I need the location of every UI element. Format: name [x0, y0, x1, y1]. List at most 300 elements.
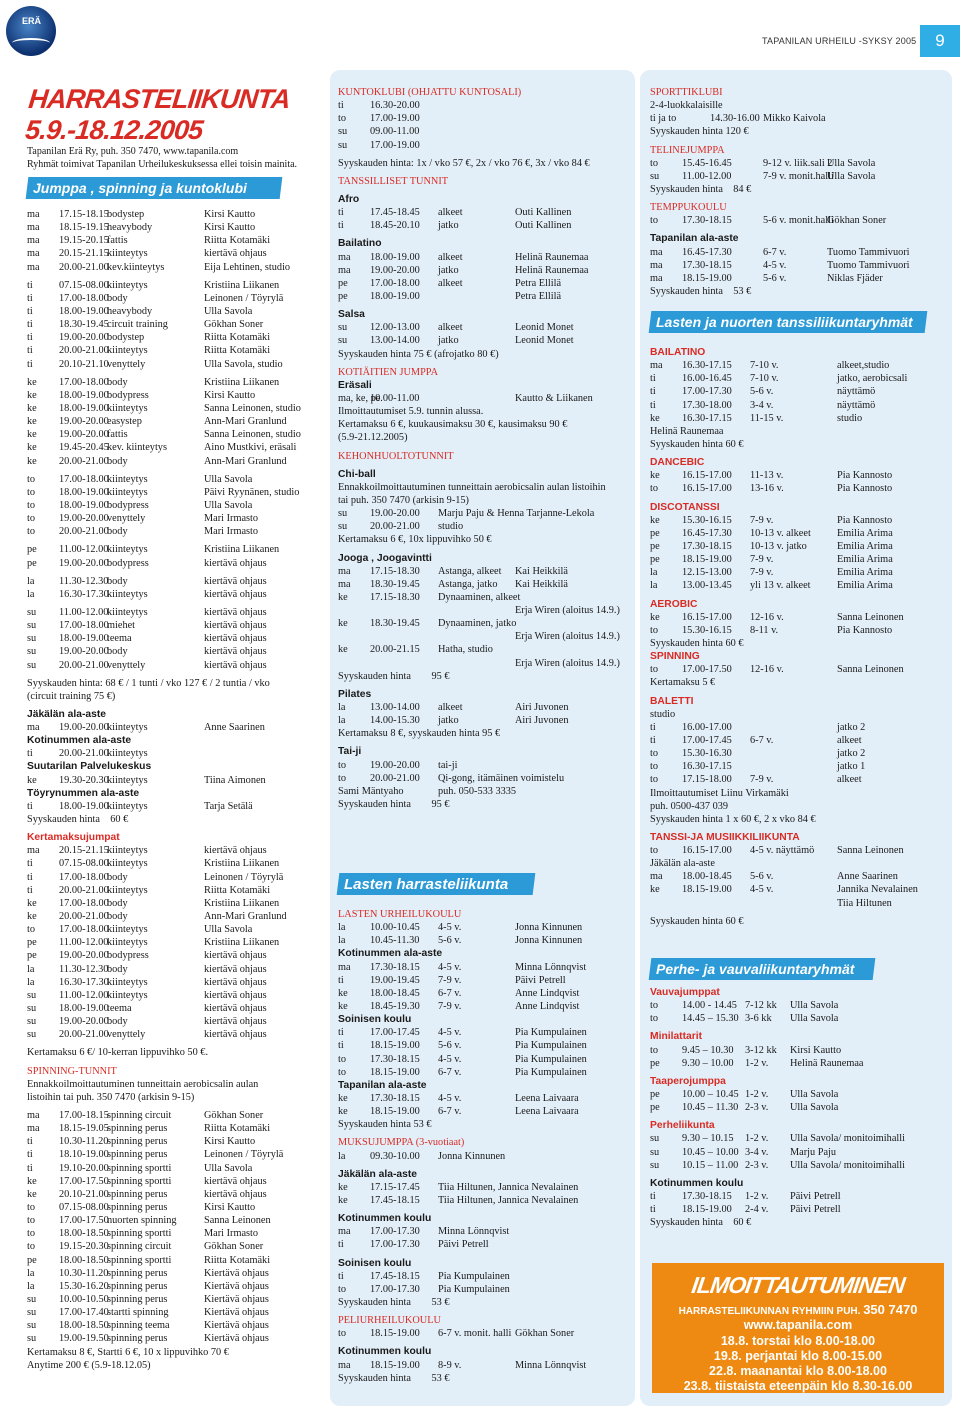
schedule-row	[27, 389, 327, 402]
schedule-instructor: Kiertävä ohjaus	[204, 1267, 269, 1279]
schedule-time: 19.00-20.00	[59, 950, 109, 962]
schedule-row	[650, 112, 945, 125]
schedule-day: pe	[650, 527, 660, 539]
schedule-activity: 7-9 v.	[438, 974, 462, 986]
schedule-row	[27, 402, 327, 415]
schedule-day: to	[338, 772, 347, 784]
schedule-day: ti	[338, 1239, 344, 1251]
section-title: KEHONHUOLTOTUNNIT	[338, 450, 454, 462]
info-text: Syyskauden hinta 1 x 60 €, 2 x vko 84 €	[650, 813, 816, 825]
info-text: puh. 0500-437 039	[650, 800, 729, 812]
schedule-instructor: Helinä Raunemaa	[790, 1057, 864, 1069]
schedule-time: 20.00-21.00	[59, 911, 109, 923]
schedule-day: ti	[27, 358, 33, 370]
schedule-time: 17.00-17.30	[370, 1226, 420, 1238]
schedule-instructor: Kiertävä ohjaus	[204, 1307, 269, 1319]
schedule-day: ma	[338, 1359, 351, 1371]
schedule-day: pe	[650, 1088, 660, 1100]
section-heading: Kotinummen ala-aste	[27, 735, 132, 747]
schedule-day: ke	[27, 376, 37, 388]
schedule-instructor: Ulla Savola	[204, 305, 253, 317]
schedule-time: 19.00-20.00	[59, 416, 109, 428]
schedule-instructor: kiertävä ohjaus	[204, 1175, 267, 1187]
schedule-instructor: Ulla Savola/ monitoimihalli	[790, 1133, 905, 1145]
schedule-time: 16.15-17.00	[682, 483, 732, 495]
schedule-row	[650, 540, 945, 553]
schedule-day: to	[338, 1328, 347, 1340]
schedule-day: to	[27, 486, 36, 498]
schedule-row	[338, 630, 633, 643]
section-heading: Tapanilan ala-aste	[650, 233, 739, 245]
schedule-activity: jatko	[438, 715, 459, 727]
section-heading: Suutarilan Palvelukeskus	[27, 761, 152, 773]
schedule-instructor: Ann-Mari Granlund	[204, 455, 287, 467]
schedule-time: 17.00-18.00	[59, 897, 109, 909]
schedule-activity: kiinteytys	[107, 924, 148, 936]
schedule-row	[27, 1148, 327, 1161]
schedule-time: 20.15-21.15	[59, 248, 109, 260]
schedule-row	[650, 1203, 945, 1216]
schedule-activity: 4-5 v. näyttämö	[750, 845, 815, 857]
schedule-activity: studio	[438, 521, 464, 533]
schedule-instructor: Ulla Savola	[827, 170, 876, 182]
schedule-time: 13.00-14.00	[370, 702, 420, 714]
schedule-day: ma	[650, 272, 663, 284]
schedule-activity: bodypress	[107, 389, 149, 401]
schedule-time: 18.00-18.45	[370, 987, 420, 999]
schedule-activity: 7-9 v.	[750, 774, 774, 786]
schedule-row	[338, 139, 633, 152]
schedule-row	[650, 359, 945, 372]
schedule-row	[650, 579, 945, 592]
schedule-time: 18.00-19.00	[59, 486, 109, 498]
schedule-row	[27, 976, 327, 989]
schedule-day: ti	[27, 1162, 33, 1174]
schedule-row	[338, 507, 633, 520]
schedule-instructor: Jannika Nevalainen	[837, 884, 918, 896]
schedule-row	[650, 214, 945, 227]
schedule-row	[650, 747, 945, 760]
schedule-day: ke	[27, 911, 37, 923]
section-title: SPORTTIKLUBI	[650, 87, 723, 98]
schedule-activity: 7-9 v.	[750, 514, 774, 526]
schedule-row	[27, 428, 327, 441]
schedule-instructor: Riitta Kotamäki	[204, 1254, 271, 1266]
section-heading: Kertamaksujumpat	[27, 832, 120, 844]
schedule-instructor: Päivi Petrell	[515, 974, 566, 986]
schedule-activity: kiinteytys	[107, 937, 148, 949]
schedule-row	[27, 473, 327, 486]
schedule-row	[27, 910, 327, 923]
schedule-day: ti	[27, 279, 33, 291]
schedule-day: su	[650, 1146, 660, 1158]
schedule-time: 18.15-19.00	[682, 554, 732, 566]
schedule-instructor: Anne Lindqvist	[515, 1000, 580, 1012]
schedule-activity: kiinteytys	[107, 884, 148, 896]
schedule-time: 17.00-17.45	[370, 1027, 420, 1039]
schedule-time: 10.00-11.00	[370, 392, 420, 404]
schedule-row	[338, 604, 633, 617]
schedule-day: ti ja to	[650, 113, 677, 125]
schedule-time: 18.00-19.00	[59, 499, 109, 511]
schedule-time: 17.00-17.50	[682, 664, 732, 676]
schedule-instructor: Tuomo Tammivuori	[827, 259, 910, 271]
schedule-row	[338, 772, 633, 785]
schedule-day: su	[27, 1307, 37, 1319]
schedule-activity: 7-9 v.	[438, 1000, 462, 1012]
schedule-time: 19.00-19.45	[370, 974, 420, 986]
schedule-row	[338, 392, 633, 405]
schedule-day: ke	[650, 514, 660, 526]
schedule-activity: heavybody	[107, 222, 153, 234]
schedule-row	[338, 1181, 633, 1194]
schedule-time: 17.00-17.30	[370, 1283, 420, 1295]
schedule-time: 10.45 – 10.00	[682, 1146, 739, 1158]
info-text: Syyskauden hinta: 68 € / 1 tunti / vko 127 € / 2 tuntia / vko	[27, 677, 270, 689]
schedule-time: 20.00-21.00	[370, 521, 420, 533]
schedule-time: 9.30 – 10.00	[682, 1057, 734, 1069]
schedule-row	[27, 588, 327, 601]
schedule-activity: 5-6 v.	[750, 871, 774, 883]
schedule-day: pe	[650, 554, 660, 566]
schedule-activity: Marju Paju & Henna Tarjanne-Lekola	[438, 508, 595, 520]
section-heading: Eräsali	[338, 379, 372, 391]
schedule-row	[27, 1002, 327, 1015]
schedule-day: ma, ke, pe	[338, 392, 381, 404]
schedule-day: ti	[27, 305, 33, 317]
schedule-activity: Astanga, alkeet	[438, 565, 502, 577]
schedule-day: su	[27, 606, 37, 618]
schedule-time: 19.00-20.00	[59, 646, 109, 658]
schedule-activity: kiinteytys	[107, 748, 148, 760]
schedule-instructor: Niklas Fjäder	[827, 272, 883, 284]
schedule-day: la	[27, 976, 35, 988]
schedule-instructor: Kirsi Kautto	[204, 222, 256, 234]
schedule-day: pe	[338, 290, 348, 302]
schedule-row	[27, 247, 327, 260]
schedule-activity: spinning perus	[107, 1123, 168, 1135]
schedule-activity: 7-10 v.	[750, 360, 779, 372]
schedule-instructor: Erja Wiren (aloitus 14.9.)	[515, 657, 620, 669]
schedule-instructor: Pia Kumpulainen	[515, 1040, 587, 1052]
schedule-activity: Minna Lönnqvist	[438, 1226, 510, 1238]
schedule-day: ti	[27, 748, 33, 760]
schedule-time: 20.00-21.00	[59, 659, 109, 671]
schedule-activity: jatko	[438, 264, 459, 276]
schedule-activity: 12-16 v.	[750, 664, 784, 676]
schedule-activity: 2-4 v.	[745, 1204, 769, 1216]
schedule-day: la	[27, 1280, 35, 1292]
schedule-day: ti	[27, 858, 33, 870]
schedule-row	[27, 721, 327, 734]
schedule-row	[27, 1267, 327, 1280]
schedule-day: pe	[650, 1102, 660, 1114]
schedule-row	[338, 1039, 633, 1052]
schedule-activity: 4-5 v.	[438, 922, 462, 934]
schedule-row	[650, 1088, 945, 1101]
schedule-activity: 3-4 v.	[745, 1146, 769, 1158]
schedule-row	[338, 1066, 633, 1079]
schedule-time: 16.30-20.00	[370, 100, 420, 112]
schedule-time: 19.00-20.00	[370, 264, 420, 276]
schedule-day: su	[27, 620, 37, 632]
section-heading: Töyrynummen ala-aste	[27, 787, 140, 799]
info-text: tai puh. 350 7470 (arkisin 9-15)	[338, 494, 469, 506]
section-heading: Bailatino	[338, 238, 382, 250]
schedule-activity: venyttely	[107, 513, 146, 525]
schedule-instructor: näyttämö	[837, 399, 876, 411]
info-text: Kertamaksu 6 €/ 10-kerran lippuvihko 50 €.	[27, 1047, 209, 1059]
running-title: TAPANILAN URHEILU -SYKSY 2005	[762, 36, 917, 46]
schedule-day: la	[27, 588, 35, 600]
schedule-instructor: Emilia Arima	[837, 580, 893, 592]
schedule-activity: kiinteytys	[107, 473, 148, 485]
schedule-day: ti	[27, 800, 33, 812]
schedule-day: la	[650, 567, 658, 579]
schedule-time: 18.15-19.00	[370, 1040, 420, 1052]
schedule-instructor: Kristiina Liikanen	[204, 544, 280, 556]
schedule-row	[27, 989, 327, 1002]
schedule-instructor: Leinonen / Töyrylä	[204, 871, 284, 883]
schedule-instructor: Gökhan Soner	[204, 1110, 264, 1121]
schedule-day: to	[338, 113, 347, 125]
schedule-time: 10.45-11.30	[370, 935, 420, 947]
schedule-day: to	[650, 215, 659, 227]
schedule-row	[27, 318, 327, 331]
schedule-day: ke	[338, 987, 348, 999]
schedule-activity: 6-7 v.	[763, 246, 787, 258]
schedule-day: pe	[338, 277, 348, 289]
schedule-activity: 8-9 v.	[438, 1359, 462, 1371]
schedule-activity: spinning circuit	[107, 1110, 172, 1121]
schedule-activity: 6-7 v.	[750, 734, 774, 746]
schedule-activity: Dynaaminen, jatko	[438, 618, 517, 630]
schedule-activity: kev.kiinteytys	[107, 261, 165, 273]
schedule-instructor: Ulla Savola	[790, 1000, 839, 1012]
schedule-day: pe	[27, 1254, 37, 1266]
schedule-activity: 2-3 v.	[745, 1159, 769, 1171]
schedule-time: 15.30-16.30	[682, 748, 732, 760]
schedule-time: 16.15-17.00	[682, 611, 732, 623]
schedule-instructor: kiertävä ohjaus	[204, 575, 267, 587]
schedule-day: ma	[650, 246, 663, 258]
section-title: MUKSUJUMPPA (3-vuotiaat)	[338, 1137, 465, 1149]
schedule-row	[650, 514, 945, 527]
schedule-time: 18.00-18.45	[682, 871, 732, 883]
schedule-day: ma	[27, 1110, 40, 1121]
schedule-row	[650, 553, 945, 566]
schedule-activity: body	[107, 526, 128, 538]
schedule-time: 18.15-19.00	[370, 1106, 420, 1118]
schedule-day: ke	[338, 644, 348, 656]
schedule-activity: spinning perus	[107, 1333, 168, 1345]
schedule-time: 19.30-20.30	[59, 774, 109, 786]
schedule-activity: 2-3 v.	[745, 1102, 769, 1114]
schedule-time: 20.15-21.15	[59, 845, 109, 857]
schedule-day: pe	[27, 937, 37, 949]
schedule-instructor: Mari Irmasto	[204, 1228, 259, 1240]
schedule-day: ti	[27, 884, 33, 896]
schedule-day: ma	[338, 565, 351, 577]
schedule-time: 17.30-18.15	[370, 961, 420, 973]
schedule-activity: body	[107, 871, 128, 883]
schedule-row	[338, 1000, 633, 1013]
schedule-row	[338, 578, 633, 591]
schedule-activity: body	[107, 455, 128, 467]
schedule-row	[650, 412, 945, 425]
schedule-activity: heavybody	[107, 305, 153, 317]
schedule-instructor: Kristiina Liikanen	[204, 937, 280, 949]
schedule-activity: body	[107, 646, 128, 658]
schedule-instructor: jatko, aerobicsali	[837, 373, 908, 385]
schedule-row	[650, 372, 945, 385]
schedule-time: 17.15-18.00	[682, 774, 732, 786]
schedule-day: to	[27, 513, 36, 525]
schedule-activity: 10-13 v. jatko	[750, 540, 807, 552]
schedule-instructor: Sanna Leinonen, studio	[204, 429, 301, 441]
schedule-instructor: Ulla Savola	[204, 473, 253, 485]
schedule-row	[338, 1270, 633, 1283]
schedule-activity: alkeet	[438, 702, 463, 714]
schedule-instructor: studio	[837, 412, 863, 424]
info-text: Syyskauden hinta 60 €	[650, 438, 744, 450]
schedule-instructor: Sanna Leinonen, studio	[204, 402, 301, 414]
schedule-day: ti	[27, 345, 33, 357]
schedule-time: 10.00 – 10.45	[682, 1088, 739, 1100]
schedule-time: 20.00-21.00	[59, 261, 109, 273]
schedule-instructor: Helinä Raunemaa	[515, 264, 589, 276]
schedule-time: 17.00-18.00	[370, 277, 420, 289]
schedule-day: ma	[338, 1226, 351, 1238]
schedule-instructor: Kristiina Liikanen	[204, 897, 280, 909]
schedule-day: ke	[27, 402, 37, 414]
schedule-activity: 10-13 v. alkeet	[750, 527, 811, 539]
schedule-time: 12.00-13.00	[370, 322, 420, 334]
schedule-time: 18.45-20.10	[370, 220, 420, 232]
schedule-instructor: alkeet	[837, 774, 862, 786]
schedule-row	[338, 1026, 633, 1039]
schedule-time: 18.00-19.00	[370, 290, 420, 302]
schedule-instructor: Tiina Aimonen	[204, 774, 266, 786]
schedule-time: 20.00-21.00	[59, 884, 109, 896]
schedule-row	[27, 774, 327, 787]
schedule-instructor: Jonna Kinnunen	[515, 922, 583, 934]
schedule-row	[27, 632, 327, 645]
section-heading: BAILATINO	[650, 347, 706, 358]
schedule-row	[338, 1283, 633, 1296]
schedule-time: 14.00-15.30	[370, 715, 420, 727]
schedule-time: 17.00-17.30	[682, 386, 732, 398]
schedule-time: 18.00-18.50	[59, 1320, 109, 1332]
schedule-time: 19.00-19.50	[59, 1333, 109, 1345]
section-heading: Jooga , Joogavintti	[338, 552, 432, 564]
schedule-row	[650, 399, 945, 412]
schedule-day: to	[650, 624, 659, 636]
schedule-instructor: kiertävä ohjaus	[204, 557, 267, 569]
schedule-activity: spinning perus	[107, 1149, 168, 1161]
schedule-row	[27, 441, 327, 454]
section-heading: Afro	[338, 193, 360, 205]
schedule-time: 17.45-18.15	[370, 1270, 420, 1282]
schedule-instructor: Riitta Kotamäki	[204, 235, 271, 247]
schedule-day: to	[650, 1044, 659, 1056]
schedule-activity: 4-5 v.	[438, 1027, 462, 1039]
schedule-row	[650, 773, 945, 786]
schedule-activity: spinning perus	[107, 1201, 168, 1213]
schedule-row	[27, 1240, 327, 1253]
schedule-row	[338, 251, 633, 264]
schedule-row	[27, 575, 327, 588]
schedule-instructor: Leena Laivaara	[515, 1092, 579, 1104]
schedule-day: su	[338, 126, 348, 138]
schedule-row	[650, 897, 945, 910]
schedule-time: 13.00-14.00	[370, 335, 420, 347]
schedule-day: su	[27, 659, 37, 671]
schedule-time: 14.00 - 14.45	[682, 1000, 737, 1012]
schedule-day: su	[27, 1333, 37, 1345]
schedule-time: 19.15-20.15	[59, 235, 109, 247]
signup-url[interactable]: www.tapanila.com	[743, 1318, 853, 1332]
schedule-row	[338, 206, 633, 219]
schedule-day: ke	[27, 389, 37, 401]
schedule-day: ke	[338, 618, 348, 630]
schedule-time: 17.00-18.00	[59, 871, 109, 883]
schedule-activity: 6-7 v.	[438, 987, 462, 999]
schedule-instructor: kiertävä ohjaus	[204, 1003, 267, 1015]
schedule-instructor: Kirsi Kautto	[790, 1044, 842, 1056]
schedule-time: 13.00-13.45	[682, 580, 732, 592]
schedule-time: 17.00-18.00	[59, 924, 109, 936]
schedule-day: ma	[27, 261, 40, 273]
schedule-activity: bodystep	[107, 209, 145, 220]
info-text: Ilmoittautumiset 5.9. tunnin alussa.	[338, 406, 484, 418]
schedule-time: 20.00-21.00	[59, 526, 109, 538]
info-text: Helinä Raunemaa	[650, 425, 724, 437]
schedule-row	[27, 331, 327, 344]
schedule-day: ti	[650, 721, 656, 733]
info-text: Ennakkoilmoittautuminen tunneittain aerobicsalin aulan	[27, 1078, 259, 1090]
schedule-row	[27, 923, 327, 936]
schedule-activity: spinning perus	[107, 1280, 168, 1292]
schedule-activity: kiinteytys	[107, 858, 148, 870]
schedule-activity: alkeet	[438, 277, 463, 289]
signup-line: 18.8. torstai klo 8.00-18.00	[720, 1334, 876, 1348]
schedule-row	[27, 936, 327, 949]
schedule-row	[27, 1201, 327, 1214]
schedule-instructor: Kristiina Liikanen	[204, 858, 280, 870]
schedule-day: ma	[338, 961, 351, 973]
schedule-day: ke	[650, 611, 660, 623]
schedule-day: ke	[27, 429, 37, 441]
schedule-instructor: Pia Kumpulainen	[515, 1027, 587, 1039]
schedule-day: la	[338, 715, 346, 727]
info-text: Syyskauden hinta 53 €	[338, 1119, 432, 1131]
schedule-activity: nuorten spinning	[107, 1215, 177, 1227]
schedule-row	[650, 1159, 945, 1172]
signup-subtitle: HARRASTELIIKUNNAN RYHMIIN PUH. 350 7470	[678, 1302, 918, 1317]
schedule-activity: Tiia Hiltunen, Jannica Nevalainen	[438, 1194, 579, 1206]
schedule-instructor: Minna Lönnqvist	[515, 1359, 587, 1371]
schedule-time: 11.30-12.30	[59, 575, 109, 587]
schedule-time: 17.00-18.00	[59, 473, 109, 485]
section-heading: Jäkälän ala-aste	[27, 708, 106, 720]
schedule-time: 19.00-20.00	[59, 1016, 109, 1028]
schedule-row	[650, 246, 945, 259]
schedule-instructor: Ulla Savola	[204, 499, 253, 511]
column-left	[27, 208, 327, 1372]
schedule-time: 18.00-19.00	[59, 633, 109, 645]
schedule-row	[338, 334, 633, 347]
